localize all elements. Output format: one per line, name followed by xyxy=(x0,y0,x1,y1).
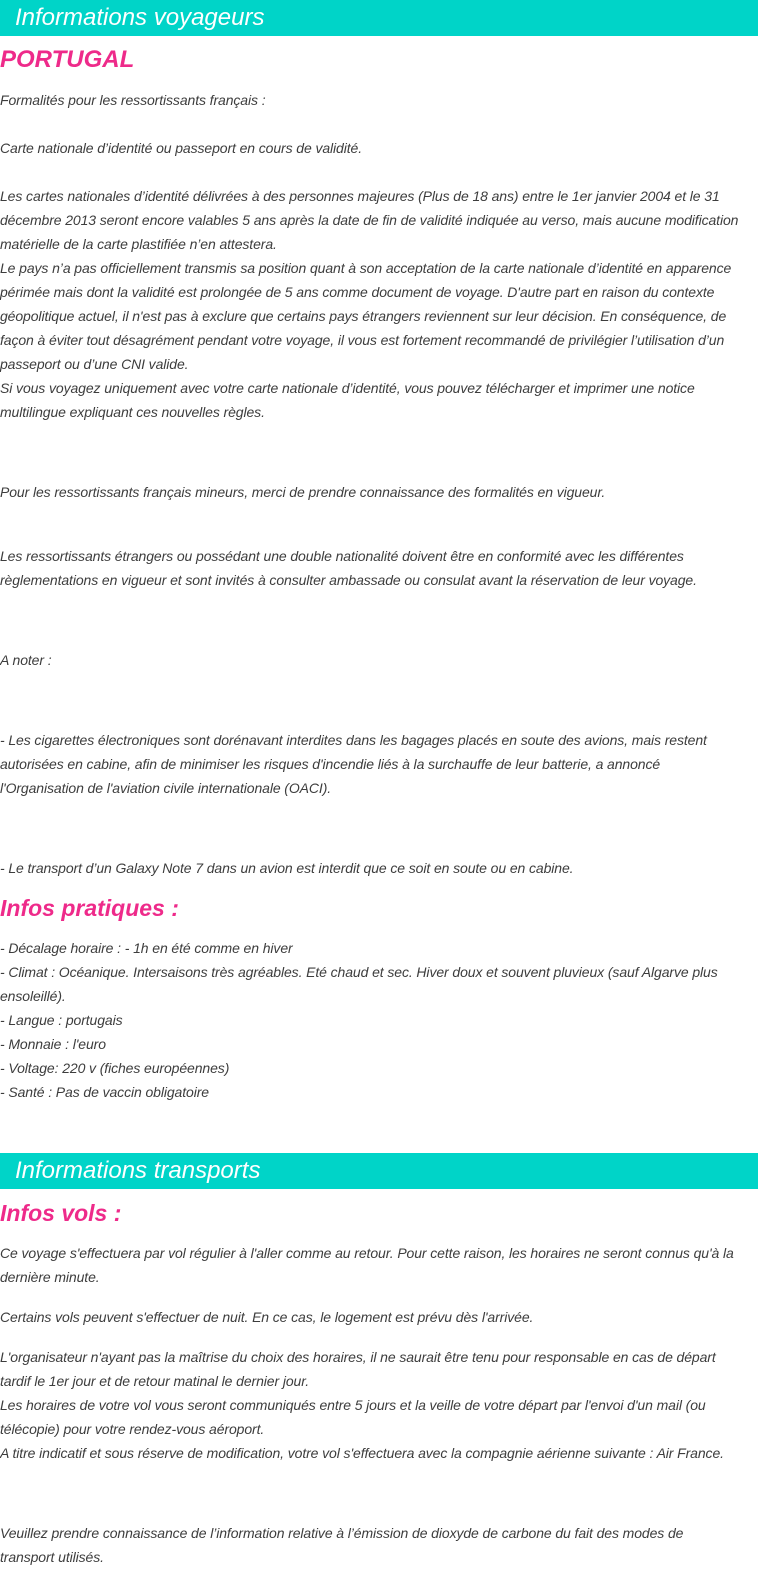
galaxy-note-text: - Le transport d’un Galaxy Note 7 dans un avion est interdit que ce soit en soute ou en cabine. xyxy=(0,860,574,876)
vols-nuit-text: Certains vols peuvent s'effectuer de nuit. En ce cas, le logement est prévu dès l'arrivée. xyxy=(0,1309,534,1325)
formalites-intro: Formalités pour les ressortissants français : xyxy=(0,92,266,108)
infos-pratiques-list xyxy=(0,936,758,1104)
list-item: - Décalage horaire : - 1h en été comme en hiver xyxy=(0,940,293,956)
vol-regulier-paragraph: Ce voyage s'effectuera par vol régulier à l'aller comme au retour. Pour cette raison, les horaires ne seront connus qu'à la dernière minute. xyxy=(0,1245,734,1285)
carte-identite-text: Carte nationale d’identité ou passeport en cours de validité. xyxy=(0,140,363,156)
list-item: - Santé : Pas de vaccin obligatoire xyxy=(0,1084,209,1100)
section-banner-voyageurs: Informations voyageurs xyxy=(0,0,758,36)
list-item: ensoleillé). xyxy=(0,988,66,1004)
section-banner-transports: Informations transports xyxy=(0,1153,758,1189)
infos-vols-heading: Infos vols : xyxy=(0,1200,122,1226)
list-item: - Langue : portugais xyxy=(0,1012,123,1028)
cni-paragraph: Les cartes nationales d’identité délivrées à des personnes majeures (Plus de 18 ans) entre le 1er janvier 2004 et le 31 décembre 2013 seront encore valables 5 ans après la date de fin de validité indiquée au verso, mais aucune modification matérielle de la carte plastifiée n’en attestera. Le pays n’a pas officiellement transmis sa position quant à son acceptation de la carte nationale d’identité en apparence périmée mais dont la validité est prolongée de 5 ans comme document de voyage. D'autre part en raison du contexte géopolitique actuel, il n'est pas à exclure que certains pays étrangers reviennent sur leur décision. En conséquence, de façon à éviter tout désagrément pendant votre voyage, il vous est fortement recommandé de privilégier l’utilisation d’un passeport ou d’une CNI valide. Si vous voyagez uniquement avec votre carte nationale d’identité, vous pouvez télécharger et imprimer une notice multilingue expliquant ces nouvelles règles. xyxy=(0,188,739,420)
list-item: - Voltage: 220 v (fiches européennes) xyxy=(0,1060,230,1076)
a-noter-label: A noter : xyxy=(0,652,52,668)
country-title: PORTUGAL xyxy=(0,46,135,73)
co2-paragraph: Veuillez prendre connaissance de l’information relative à l’émission de dioxyde de carbone du fait des modes de transport utilisés. xyxy=(0,1525,684,1565)
list-item: - Monnaie : l'euro xyxy=(0,1036,106,1052)
etrangers-paragraph: Les ressortissants étrangers ou possédant une double nationalité doivent être en conformité avec les différentes règlementations en vigueur et sont invités à consulter ambassade ou consulat avant la réservation de leur voyage. xyxy=(0,548,697,588)
list-item: - Climat : Océanique. Intersaisons très agréables. Eté chaud et sec. Hiver doux et souvent pluvieux (sauf Algarve plus xyxy=(0,964,718,980)
infos-pratiques-heading: Infos pratiques : xyxy=(0,895,179,921)
organisateur-paragraph: L'organisateur n'ayant pas la maîtrise du choix des horaires, il ne saurait être tenu pour responsable en cas de départ tardif le 1er jour et de retour matinal le dernier jour. Les horaires de votre vol vous seront communiqués entre 5 jours et la veille de votre départ par l'envoi d'un mail (ou télécopie) pour votre rendez-vous aéroport. A titre indicatif et sous réserve de modification, votre vol s'effectuera avec la compagnie aérienne suivante : Air France. xyxy=(0,1349,724,1461)
cigarettes-paragraph: - Les cigarettes électroniques sont dorénavant interdites dans les bagages placés en soute des avions, mais restent autorisées en cabine, afin de minimiser les risques d'incendie liés à la surchauffe de leur batterie, a annoncé l'Organisation de l'aviation civile internationale (OACI). xyxy=(0,732,707,796)
mineurs-text: Pour les ressortissants français mineurs, merci de prendre connaissance des formalités en vigueur. xyxy=(0,484,606,500)
